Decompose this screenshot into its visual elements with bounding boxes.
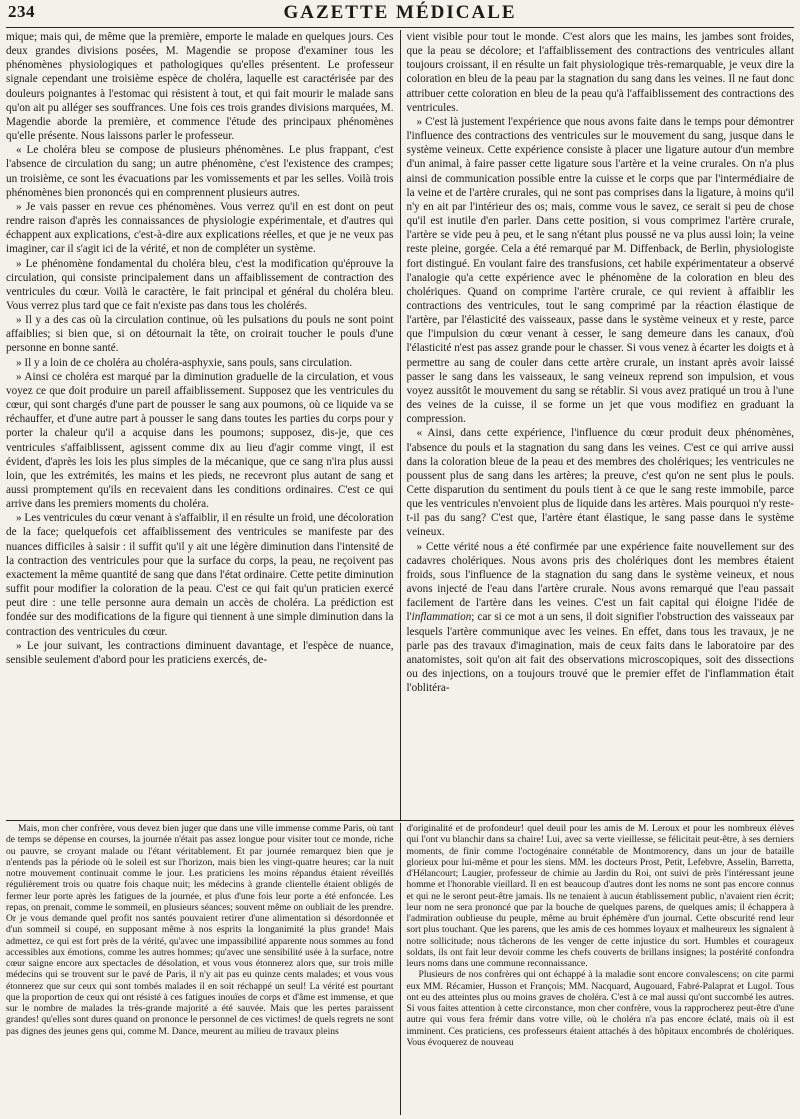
feuilleton-right-column [401,823,795,1115]
feuilleton-paragraph: Mais, mon cher confrère, vous devez bien juger que dans une ville immense comme Paris, où tant de temps se dépense en courses, la journée n'était pas assez longue pour visiter tout ce monde, riche ou pauvre, se croyant malade ou l'étant véritablement. Et par journée remarquez bien que je n'entends pas la période où le soleil est sur l'horizon, mais bien les vingt-quatre heures; car la nuit notre mouvement continuait comme le jour. Les praticiens les moins répandus étaient réveillés régulièrement trois ou quatre fois chaque nuit; les médecins à grande clientelle étaient obligés de fermer leur porte après les fatigues de la journée, et plus d'une fois leur porte a été enfoncée. Les repas, on prenait, comme le sommeil, en plusieurs séances; souvent même on oubliait de les prendre. Or je vous demande quel profit nos santés pouvaient retirer d'une alimentation si désordonnée et d'un sommeil si coupé, en supposant même à nos esprits la longanimité la plus grande! Mais admettez, ce qui est fort près de la vérité, qu'avec une impassibilité apparente nous sommes au fond accessibles aux émotions, comme les autres hommes; qu'avec une sensibilité usée à la surface, notre cœur saigne encore aux spectacles de désolation, et vous vous étonnerez alors que, sur trois mille médecins qui se trouvent sur le pavé de Paris, il n'y ait pas eu quinze cents malades; et vous vous étonnerez que sur ceux qui sont tombés malades il en soit réchappé un seul! La vérité est pourtant que la proportion de ceux qui ont résisté à ces fatigues inouïes de corps et d'âme est immense, et que sur le nombre de malades la très-grande majorité a été sauvée. Mais que les pertes paraissent grandes! qu'elles sont dures quand on prononce le personnel de ces victimes! de quels regrets ne sont pas dignes des jeunes gens qui, comme M. Dance, meurent au milieu de travaux pleins [6,823,394,1037]
article-paragraph [407,540,795,696]
article-paragraph: vient visible pour tout le monde. C'est alors que les mains, les jambes sont froides, que la peau se décolore; et l'affaiblissement des contractions des ventricules allant toujours croissant, il en résulte un fait physiologique très-remarquable, je veux dire la coloration en bleu de la peau par la stagnation du sang dans les veines. Il ne faut donc attribuer cette coloration en bleu de la peau qu'à l'affaiblissement des contractions des ventricules. [406,31,794,114]
article-right-column [401,30,795,820]
article-paragraph: » Il y a loin de ce choléra au choléra-asphyxie, sans pouls, sans circulation. [16,356,353,369]
feuilleton-paragraph: d'originalité et de profondeur! quel deuil pour les amis de M. Leroux et pour les nombreux élèves qui l'ont vu blanchir dans sa chaire! Lui, avec sa verte vieillesse, se félicitait peut-être, à ses derniers moments, de finir comme l'octogénaire connétable de Montmorency, dans un jour de bataille glorieux pour lui-même et pour les siens. MM. les docteurs Prost, Petit, Lefebvre, Asselin, Barretta, d'Hélancourt; Laugier, professeur de chimie au Jardin du Roi, ont suivi de près l'intéressant jeune homme et l'honorable vieillard. Il en est beaucoup d'autres dont les noms ne sont pas encore connus et qui ne le seront peut-être jamais. Ils ne tenaient à aucun établissement public, n'avaient rien écrit; leur nom ne sera prononcé que par la bouche de quelques parens, de quelques amis; il échappera à l'admiration oublieuse du peuple, même au bruit éphémère d'un journal. Cette obscurité rend leur sort plus touchant. Que les parens, que les amis de ces hommes loyaux et malheureux les signalent à notre sollicitude; nous tâcherons de les venger de cette injustice du sort. Humbles et courageux soldats, ils ont fait leur devoir comme les chefs couverts de brillans insignes; la postérité confondra leurs noms dans une commune reconnaissance. [406,823,794,969]
page-header [6,2,794,28]
feuilleton-paragraph: Plusieurs de nos confrères qui ont échappé à la maladie sont encore convalescens; on cite parmi eux MM. Récamier, Husson et François; MM. Nacquard, Augouard, Fabré-Palaprat et Lugol. Tous ont eu des atteintes plus ou moins graves de choléra. C'est à ce mal aussi qu'ont succombé les autres. Si vous faites attention à cette circonstance, mon cher confrère, vous la rapprocherez peut-être d'une autre qui vous fera frémir dans votre ville, où le choléra n'a pas encore éclaté, mais où il est imminent. Ces praticiens, ces professeurs étaient attachés à des hôpitaux encombrés de cholériques. Vous évoquerez de nouveau [406,969,794,1048]
article-paragraph: « Ainsi, dans cette expérience, l'influence du cœur produit deux phénomènes, l'absence du pouls et la stagnation du sang dans les veines. C'est ce qui arrive aussi dans la coloration bleue de la peau et des membres des cholériques; les ventricules ne poussent plus de sang dans les artères; la preuve, c'est qu'on ne sent plus le pouls. Cette disparution du sentiment du pouls tient à ce que le sang reste immobile, parce que les ventricules n'envoient plus de liquide dans les artères. Mais pourquoi n'y reste-t-il pas du sang? C'est que, l'artère étant élastique, le sang passe dans le système veineux. [406,427,794,539]
italic-term: inflammation [411,611,472,624]
article-paragraph: » Il y a des cas où la circulation continue, où les pulsations du pouls ne sont point affaiblies; si bien que, si on détournait la tête, on croirait toucher le pouls d'une personne en bonne santé. [6,314,394,355]
feuilleton-left-column [6,823,401,1115]
article-paragraph: « Le choléra bleu se compose de plusieurs phénomènes. Le plus frappant, c'est l'absence de circulation du sang; un autre phénomène, c'est l'existence des crampes; un troisième, ce sont les évacuations par les vomissements et par les selles. Voilà trois phénomènes bien prononcés qui en comprennent plusieurs autres. [6,144,394,199]
main-article [6,30,794,820]
article-text: ; car si ce mot a un sens, il doit signifier l'obstruction des vaisseaux par lesquels l'artère communique avec les veines. En effet, dans tous les travaux, je ne parle pas des travaux d'imagination, mais de ceux faits dans le laboratoire par des anatomistes, soit qu'on ait fait des observations microscopiques, soit des dissections ou des injections, on a toujours trouvé que le premier effet de l'inflammation était l'oblitéra- [406,611,794,695]
feuilleton-divider [6,820,794,821]
article-paragraph: » Le jour suivant, les contractions diminuent davantage, et l'espèce de nuance, sensible seulement d'abord pour les praticiens exercés, de- [6,639,394,666]
article-paragraph: » Je vais passer en revue ces phénomènes. Vous verrez qu'il en est dont on peut rendre raison d'après les connaissances de physiologie expérimentale, et d'autres qui échappent aux explications, c'est-à-dire aux explications réelles, et que je ne veux pas imaginer, car il s'agit ici de la vérité, et non de compléter un système. [6,200,394,256]
article-paragraph: » Le phénomène fondamental du choléra bleu, c'est la modification qu'éprouve la circulation, qui consiste principalement dans un affaiblissement de contraction des ventricules du cœur. Voilà le caractère, le fait principal et général du choléra bleu. Vous verrez plus tard que ce fait n'existe pas dans tous les cholérés. [6,257,394,312]
page-number: 234 [8,2,35,21]
article-text: » Cette vérité nous a été confirmée par une expérience faite nouvellement sur des cadavres cholériques. Nous avons pris des cholériques dont les membres étaient froids, sous l'influence de la stagnation du sang dans le système veineux, et nous avons injecté de l'eau dans l'artère crurale. Nous avons remarqué que l'eau passait facilement de l'artère dans les veines. C'est un fait capital qui éloigne l'idée de l' [406,540,794,624]
article-paragraph: » Les ventricules du cœur venant à s'affaiblir, il en résulte un froid, une décoloration de la face; quelquefois cet affaiblissement des ventricules se manifeste par des nuances difficiles à saisir : il suffit qu'il y ait une légère diminution dans l'intensité de la contraction des ventricules pour que la surface du corps, la peau, ne reçoivent pas exactement la même quantité de sang que dans l'état ordinaire. Cette petite diminution suffit pour modifier la coloration de la peau. C'est ce qui fait qu'un praticien exercé peut dire : une telle personne aura demain un accès de choléra. La prédiction est fondée sur des modifications de la figure qui tiennent à une simple diminution dans la contraction des ventricules du cœur. [6,512,394,638]
feuilleton-section [6,823,794,1115]
journal-title: GAZETTE MÉDICALE [283,2,517,23]
article-paragraph: » Ainsi ce choléra est marqué par la diminution graduelle de la circulation, et vous voyez ce que doit produire un pareil affaiblissement. Supposez que les ventricules du cœur, qui sont chargés d'une part de pousser le sang aux poumons, où ce liquide va se réchauffer, et d'une autre part à pousser le sang dans toutes les parties du corps pour y porter la chaleur qu'il a acquise dans les poumons; supposez, dis-je, que ces ventricules s'affaiblissent, agissent comme dix au lieu d'agir comme vingt, il est évident, d'après les lois les plus simples de la mécanique, que ce sang n'ira plus aussi loin, que les extrémités, les mains et les pieds, ne recevront plus autant de sang et aussi promptement qu'ils en recevaient dans les conditions ordinaires. C'est ce qui arrive dans les premiers moments du choléra. [6,370,394,511]
article-paragraph: mique; mais qui, de même que la première, emporte le malade en quelques jours. Ces deux grandes divisions posées, M. Magendie se propose d'examiner tous les phénomènes physiologiques et pathologiques qu'elles présentent. Le professeur signale cependant une troisième espèce de choléra, laquelle est caractérisée par des douleurs poignantes à l'estomac qui résistent à tout, et qui fait mourir le malade sans qu'on ait pu alléger ses souffrances. Une fois ces trois grandes divisions marquées, M. Magendie aborde la première, et commence l'étude des principaux phénomènes qu'elle présente. Nous laissons parler le professeur. [6,31,394,143]
article-paragraph: » C'est là justement l'expérience que nous avons faite dans le temps pour démontrer l'influence des contractions des ventricules sur le mouvement du sang, jusque dans le système veineux. Cette expérience consiste à placer une ligature autour d'un membre d'un animal, à faire passer cette ligature sous l'artère et la veine crurales. On n'a plus ainsi de communication possible entre la cuisse et le corps que par l'intermédiaire de la veine et de l'artère crurales, qui ne sont pas comprises dans la ligature, à moins qu'il n'y en ait par l'intérieur des os; mais, comme vous le savez, ce serait si peu de chose qu'il est inutile d'en parler. Dans cette position, si vous comprimez l'artère crurale, l'artère se vide peu à peu, et le sang n'étant plus poussé ne va plus aussi loin; la veine reste pleine, gorgée. Cela a été remarqué par M. Diffenback, de Berlin, physiologiste fort distingué. En voulant faire des transfusions, cet habile expérimentateur a observé l'analogie qu'a cette expérience avec le phénomène de la coloration en bleu des cholériques. Quand on comprime l'artère crurale, ce qui revient à affaiblir les contractions des ventricules, tout le sang comprimé par la réaction élastique de l'artère, par l'élasticité des vaisseaux, passe dans le système veineux et y reste, parce que l'impulsion du cœur venant à cesser, le sang demeure dans les canaux, d'où l'élasticité n'est pas assez grande pour le chasser. Si vous venez à écarter les doigts et à permettre au sang de couler dans cette artère crurale, un instant après avoir laissé passer le sang dans les vaisseaux, le sang veineux reprend son impulsion, et vous voyez aussitôt le mouvement du sang se rétablir. Si vous avez pratiqué un trou à l'une des veines de la cuisse, il se forme un jet que vous modifiez en graduant la compression. [406,115,794,426]
article-left-column [6,30,401,820]
